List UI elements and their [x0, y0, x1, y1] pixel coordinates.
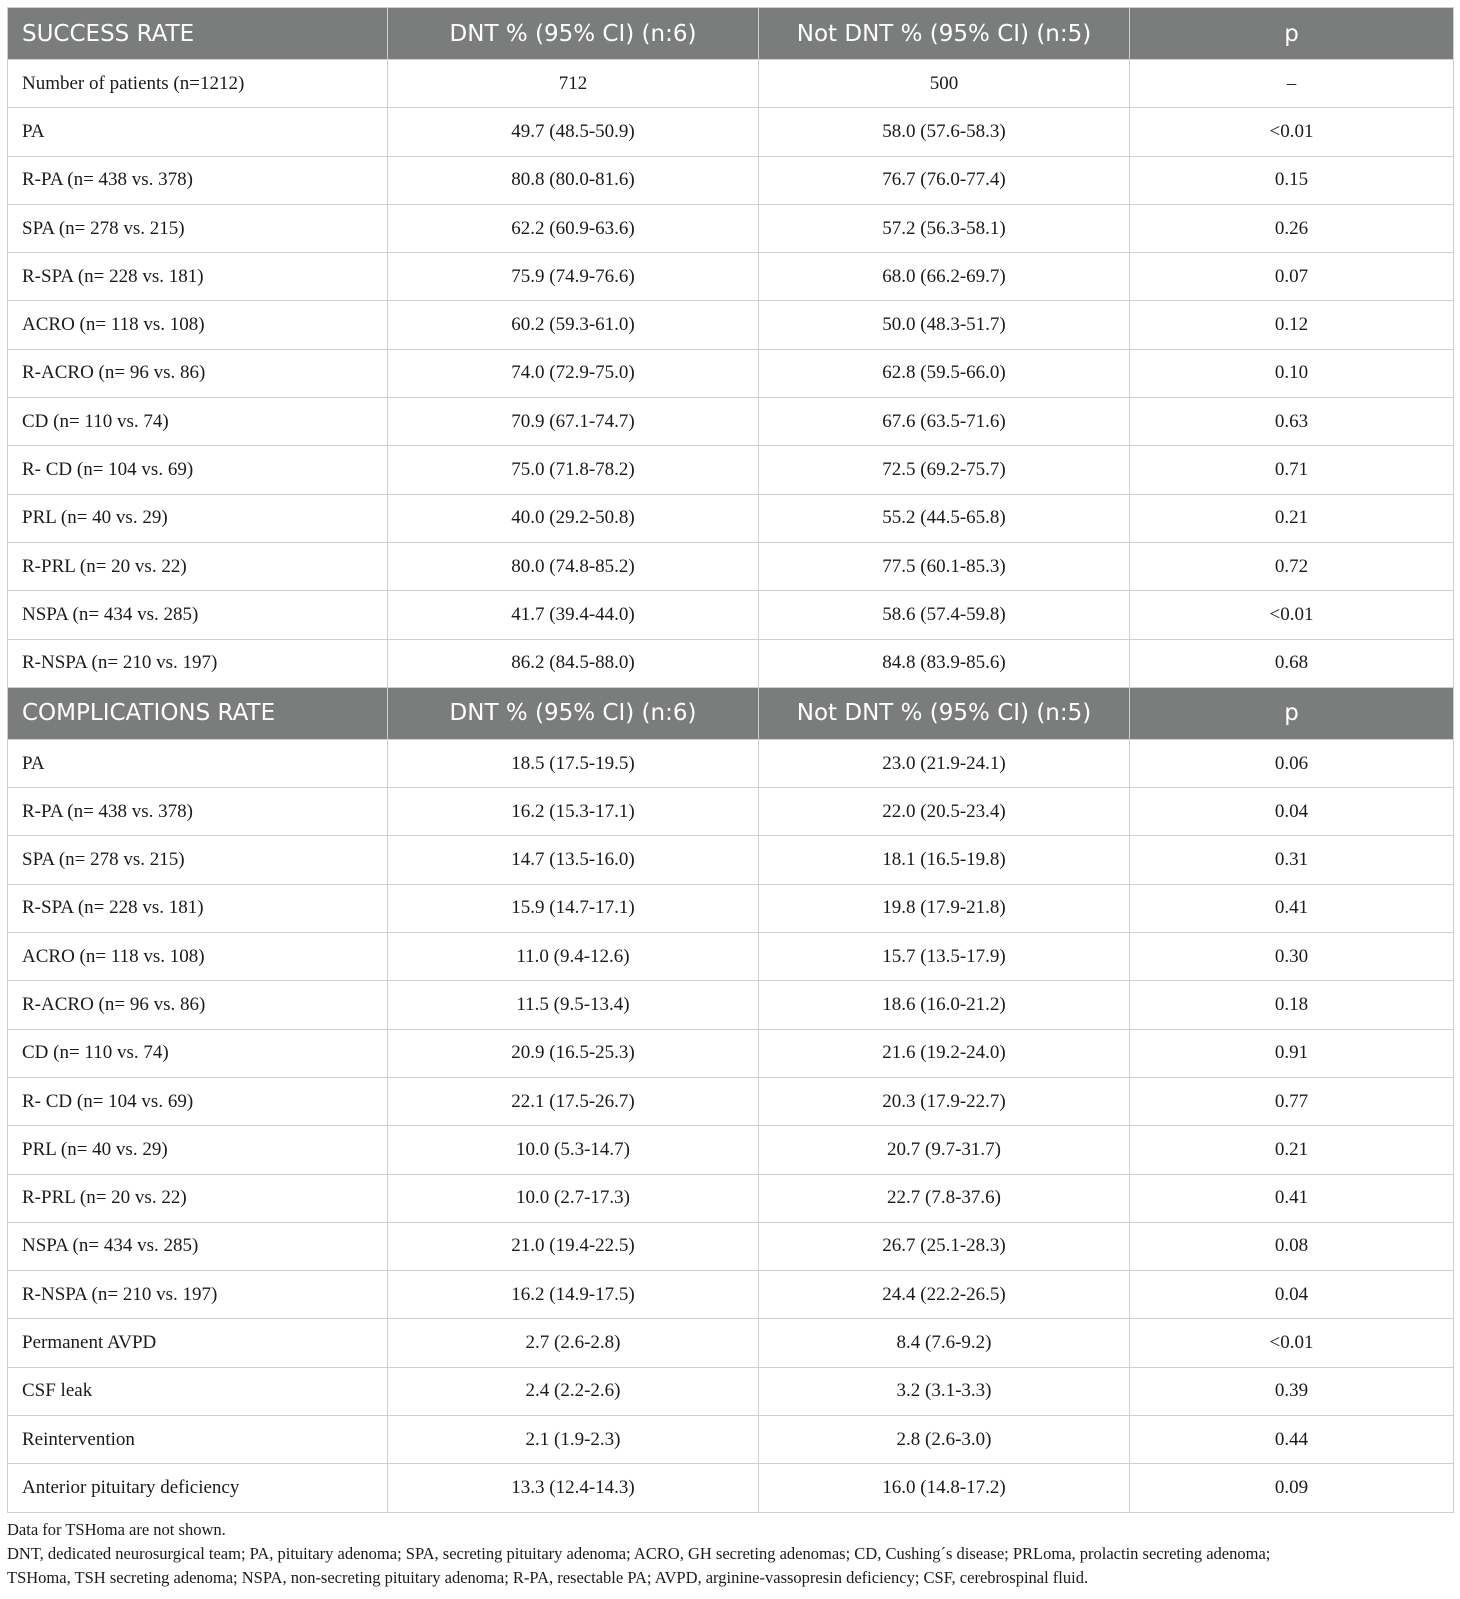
table-row [8, 446, 1454, 494]
value-cell: 14.7 (13.5-16.0) [388, 836, 759, 884]
table-row [8, 1029, 1454, 1077]
row-label-cell: R-NSPA (n= 210 vs. 197) [8, 1271, 388, 1319]
value-cell: 2.4 (2.2-2.6) [388, 1367, 759, 1415]
table-row [8, 494, 1454, 542]
row-label-cell: NSPA (n= 434 vs. 285) [8, 1222, 388, 1270]
row-label-cell: Permanent AVPD [8, 1319, 388, 1367]
value-cell: 22.7 (7.8-37.6) [759, 1174, 1130, 1222]
table-row [8, 1271, 1454, 1319]
column-header: p [1130, 687, 1454, 739]
value-cell: 0.41 [1130, 1174, 1454, 1222]
value-cell: 80.0 (74.8-85.2) [388, 542, 759, 590]
value-cell: 0.26 [1130, 204, 1454, 252]
value-cell: 500 [759, 60, 1130, 108]
table-row [8, 981, 1454, 1029]
results-table-body [8, 8, 1454, 1513]
value-cell: 0.41 [1130, 884, 1454, 932]
value-cell: 10.0 (2.7-17.3) [388, 1174, 759, 1222]
table-row [8, 591, 1454, 639]
column-header: DNT % (95% CI) (n:6) [388, 687, 759, 739]
value-cell: 0.21 [1130, 494, 1454, 542]
value-cell: 67.6 (63.5-71.6) [759, 398, 1130, 446]
value-cell: 75.9 (74.9-76.6) [388, 253, 759, 301]
row-label-cell: PA [8, 108, 388, 156]
value-cell: 22.1 (17.5-26.7) [388, 1077, 759, 1125]
table-row [8, 933, 1454, 981]
row-label-cell: ACRO (n= 118 vs. 108) [8, 301, 388, 349]
footnote-line: TSHoma, TSH secreting adenoma; NSPA, non-secreting pituitary adenoma; R-PA, resectable PA; AVPD, arginine-vassopresin deficiency; CSF, cerebrospinal fluid. [7, 1568, 1089, 1587]
value-cell: 11.0 (9.4-12.6) [388, 933, 759, 981]
row-label-cell: R-PA (n= 438 vs. 378) [8, 156, 388, 204]
value-cell: <0.01 [1130, 108, 1454, 156]
value-cell: 13.3 (12.4-14.3) [388, 1464, 759, 1512]
row-label-cell: PRL (n= 40 vs. 29) [8, 1126, 388, 1174]
value-cell: 15.7 (13.5-17.9) [759, 933, 1130, 981]
value-cell: 84.8 (83.9-85.6) [759, 639, 1130, 687]
value-cell: <0.01 [1130, 1319, 1454, 1367]
value-cell: 72.5 (69.2-75.7) [759, 446, 1130, 494]
value-cell: 2.8 (2.6-3.0) [759, 1416, 1130, 1464]
row-label-cell: CSF leak [8, 1367, 388, 1415]
value-cell: <0.01 [1130, 591, 1454, 639]
row-label-cell: Number of patients (n=1212) [8, 60, 388, 108]
value-cell: 20.9 (16.5-25.3) [388, 1029, 759, 1077]
value-cell: 0.30 [1130, 933, 1454, 981]
value-cell: 16.2 (14.9-17.5) [388, 1271, 759, 1319]
row-label-cell: R-PA (n= 438 vs. 378) [8, 788, 388, 836]
value-cell: 0.04 [1130, 1271, 1454, 1319]
value-cell: 19.8 (17.9-21.8) [759, 884, 1130, 932]
value-cell: 0.15 [1130, 156, 1454, 204]
row-label-cell: R- CD (n= 104 vs. 69) [8, 446, 388, 494]
table-row [8, 884, 1454, 932]
row-label-cell: SPA (n= 278 vs. 215) [8, 204, 388, 252]
value-cell: 0.21 [1130, 1126, 1454, 1174]
value-cell: 2.1 (1.9-2.3) [388, 1416, 759, 1464]
table-row [8, 156, 1454, 204]
table-row [8, 739, 1454, 787]
value-cell: 41.7 (39.4-44.0) [388, 591, 759, 639]
value-cell: 49.7 (48.5-50.9) [388, 108, 759, 156]
value-cell: 0.12 [1130, 301, 1454, 349]
table-row [8, 836, 1454, 884]
row-label-cell: R-ACRO (n= 96 vs. 86) [8, 349, 388, 397]
column-header: DNT % (95% CI) (n:6) [388, 8, 759, 60]
column-header: Not DNT % (95% CI) (n:5) [759, 687, 1130, 739]
value-cell: 18.5 (17.5-19.5) [388, 739, 759, 787]
value-cell: 62.8 (59.5-66.0) [759, 349, 1130, 397]
value-cell: 70.9 (67.1-74.7) [388, 398, 759, 446]
value-cell: 10.0 (5.3-14.7) [388, 1126, 759, 1174]
value-cell: 0.77 [1130, 1077, 1454, 1125]
value-cell: 80.8 (80.0-81.6) [388, 156, 759, 204]
value-cell: 18.6 (16.0-21.2) [759, 981, 1130, 1029]
table-row [8, 108, 1454, 156]
table-row [8, 1077, 1454, 1125]
value-cell: 0.18 [1130, 981, 1454, 1029]
value-cell: 60.2 (59.3-61.0) [388, 301, 759, 349]
value-cell: 58.6 (57.4-59.8) [759, 591, 1130, 639]
row-label-cell: NSPA (n= 434 vs. 285) [8, 591, 388, 639]
table-row [8, 1367, 1454, 1415]
value-cell: 74.0 (72.9-75.0) [388, 349, 759, 397]
row-label-cell: CD (n= 110 vs. 74) [8, 1029, 388, 1077]
value-cell: 3.2 (3.1-3.3) [759, 1367, 1130, 1415]
section-header-row [8, 687, 1454, 739]
value-cell: 20.3 (17.9-22.7) [759, 1077, 1130, 1125]
column-header: p [1130, 8, 1454, 60]
value-cell: 0.08 [1130, 1222, 1454, 1270]
value-cell: 0.44 [1130, 1416, 1454, 1464]
value-cell: 0.31 [1130, 836, 1454, 884]
value-cell: 11.5 (9.5-13.4) [388, 981, 759, 1029]
value-cell: 58.0 (57.6-58.3) [759, 108, 1130, 156]
table-row [8, 204, 1454, 252]
row-label-cell: R-PRL (n= 20 vs. 22) [8, 1174, 388, 1222]
row-label-cell: R-SPA (n= 228 vs. 181) [8, 884, 388, 932]
section-title: SUCCESS RATE [8, 8, 388, 60]
footnote-line: Data for TSHoma are not shown. [7, 1520, 226, 1539]
table-row [8, 1319, 1454, 1367]
table-footnotes [7, 1518, 1453, 1590]
value-cell: 75.0 (71.8-78.2) [388, 446, 759, 494]
value-cell: 712 [388, 60, 759, 108]
table-row [8, 542, 1454, 590]
column-header: Not DNT % (95% CI) (n:5) [759, 8, 1130, 60]
results-table [7, 7, 1454, 1513]
table-row [8, 788, 1454, 836]
value-cell: 57.2 (56.3-58.1) [759, 204, 1130, 252]
value-cell: 68.0 (66.2-69.7) [759, 253, 1130, 301]
table-row [8, 1222, 1454, 1270]
value-cell: 0.71 [1130, 446, 1454, 494]
value-cell: 23.0 (21.9-24.1) [759, 739, 1130, 787]
results-table-container [7, 7, 1453, 1513]
value-cell: 16.0 (14.8-17.2) [759, 1464, 1130, 1512]
footnote-line: DNT, dedicated neurosurgical team; PA, pituitary adenoma; SPA, secreting pituitary adenoma; ACRO, GH secreting adenomas; CD, Cushing´s disease; PRLoma, prolactin secreting adenoma; [7, 1544, 1271, 1563]
table-row [8, 1464, 1454, 1512]
value-cell: 0.91 [1130, 1029, 1454, 1077]
value-cell: 24.4 (22.2-26.5) [759, 1271, 1130, 1319]
table-row [8, 1126, 1454, 1174]
value-cell: 8.4 (7.6-9.2) [759, 1319, 1130, 1367]
value-cell: 55.2 (44.5-65.8) [759, 494, 1130, 542]
value-cell: – [1130, 60, 1454, 108]
row-label-cell: SPA (n= 278 vs. 215) [8, 836, 388, 884]
value-cell: 40.0 (29.2-50.8) [388, 494, 759, 542]
value-cell: 20.7 (9.7-31.7) [759, 1126, 1130, 1174]
value-cell: 16.2 (15.3-17.1) [388, 788, 759, 836]
value-cell: 0.07 [1130, 253, 1454, 301]
value-cell: 50.0 (48.3-51.7) [759, 301, 1130, 349]
value-cell: 0.10 [1130, 349, 1454, 397]
value-cell: 0.06 [1130, 739, 1454, 787]
value-cell: 21.6 (19.2-24.0) [759, 1029, 1130, 1077]
row-label-cell: ACRO (n= 118 vs. 108) [8, 933, 388, 981]
row-label-cell: PRL (n= 40 vs. 29) [8, 494, 388, 542]
table-row [8, 398, 1454, 446]
section-title: COMPLICATIONS RATE [8, 687, 388, 739]
table-row [8, 1416, 1454, 1464]
table-row [8, 301, 1454, 349]
value-cell: 76.7 (76.0-77.4) [759, 156, 1130, 204]
value-cell: 2.7 (2.6-2.8) [388, 1319, 759, 1367]
value-cell: 0.09 [1130, 1464, 1454, 1512]
value-cell: 21.0 (19.4-22.5) [388, 1222, 759, 1270]
value-cell: 26.7 (25.1-28.3) [759, 1222, 1130, 1270]
table-row [8, 253, 1454, 301]
section-header-row [8, 8, 1454, 60]
row-label-cell: R-ACRO (n= 96 vs. 86) [8, 981, 388, 1029]
row-label-cell: R- CD (n= 104 vs. 69) [8, 1077, 388, 1125]
table-row [8, 349, 1454, 397]
row-label-cell: Anterior pituitary deficiency [8, 1464, 388, 1512]
table-row [8, 60, 1454, 108]
value-cell: 0.68 [1130, 639, 1454, 687]
value-cell: 18.1 (16.5-19.8) [759, 836, 1130, 884]
row-label-cell: R-NSPA (n= 210 vs. 197) [8, 639, 388, 687]
row-label-cell: R-SPA (n= 228 vs. 181) [8, 253, 388, 301]
value-cell: 0.63 [1130, 398, 1454, 446]
table-row [8, 1174, 1454, 1222]
value-cell: 0.72 [1130, 542, 1454, 590]
row-label-cell: PA [8, 739, 388, 787]
value-cell: 86.2 (84.5-88.0) [388, 639, 759, 687]
value-cell: 0.04 [1130, 788, 1454, 836]
row-label-cell: R-PRL (n= 20 vs. 22) [8, 542, 388, 590]
value-cell: 0.39 [1130, 1367, 1454, 1415]
value-cell: 77.5 (60.1-85.3) [759, 542, 1130, 590]
value-cell: 62.2 (60.9-63.6) [388, 204, 759, 252]
row-label-cell: Reintervention [8, 1416, 388, 1464]
row-label-cell: CD (n= 110 vs. 74) [8, 398, 388, 446]
value-cell: 22.0 (20.5-23.4) [759, 788, 1130, 836]
table-row [8, 639, 1454, 687]
value-cell: 15.9 (14.7-17.1) [388, 884, 759, 932]
